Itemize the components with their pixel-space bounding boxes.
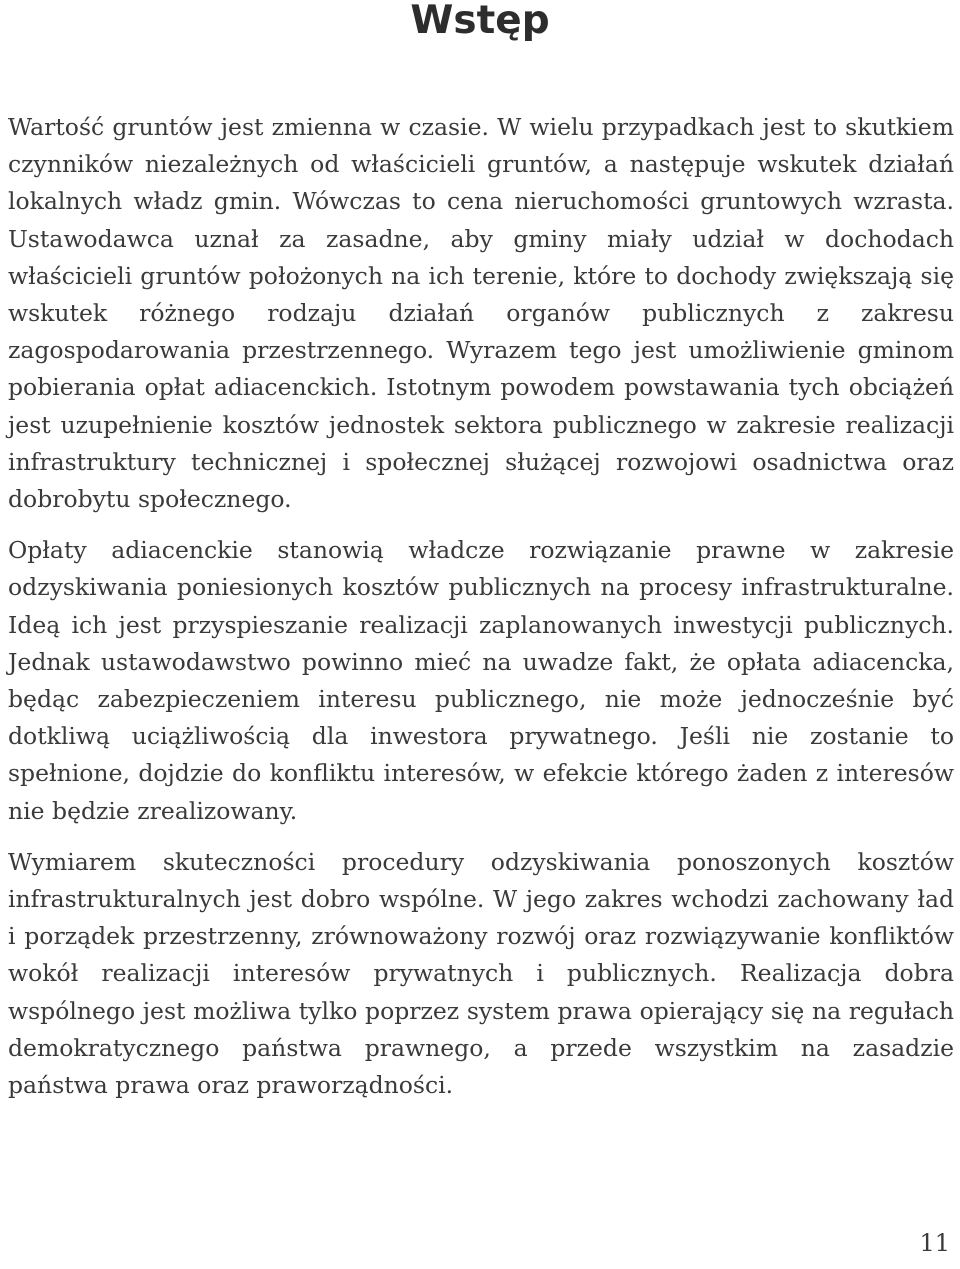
- page-number: 11: [919, 1229, 950, 1257]
- body-text: [8, 109, 954, 1118]
- paragraph: Wymiarem skuteczności procedury odzyskiwania ponoszonych kosztów infrastrukturalnych jest dobro wspólne. W jego zakres wchodzi zachowany ład i porządek przestrzenny, zrównoważony rozwój oraz rozwiązywanie konfliktów wokół realizacji interesów prywatnych i publicznych. Realizacja dobra wspólnego jest możliwa tylko poprzez system prawa opierający się na regułach demokratycznego państwa prawnego, a przede wszystkim na zasadzie państwa prawa oraz praworządności.: [8, 847, 954, 1100]
- paragraph: Opłaty adiacenckie stanowią władcze rozwiązanie prawne w zakresie odzyskiwania poniesionych kosztów publicznych na procesy infrastrukturalne. Ideą ich jest przyspieszanie realizacji zaplanowanych inwestycji publicznych. Jednak ustawodawstwo powinno mieć na uwadze fakt, że opłata adiacencka, będąc zabezpieczeniem interesu publicznego, nie może jednocześnie być dotkliwą uciążliwością dla inwestora prywatnego. Jeśli nie zostanie to spełnione, dojdzie do konfliktu interesów, w efekcie którego żaden z interesów nie będzie zrealizowany.: [8, 536, 954, 825]
- page-title: Wstęp: [410, 0, 550, 43]
- paragraph: Wartość gruntów jest zmienna w czasie. W wielu przypadkach jest to skutkiem czynników niezależnych od właścicieli gruntów, a następuje wskutek działań lokalnych władz gmin. Wówczas to cena nieruchomości gruntowych wzrasta. Ustawodawca uznał za zasadne, aby gminy miały udział w dochodach właścicieli gruntów położonych na ich terenie, które to dochody zwiększają się wskutek różnego rodzaju działań organów publicznych z zakresu zagospodarowania przestrzennego. Wyrazem tego jest umożliwienie gminom pobierania opłat adiacenckich. Istotnym powodem powstawania tych obciążeń jest uzupełnienie kosztów jednostek sektora publicznego w zakresie realizacji infrastruktury technicznej i społecznej służącej rozwojowi osadnictwa oraz dobrobytu społecznego.: [8, 113, 954, 514]
